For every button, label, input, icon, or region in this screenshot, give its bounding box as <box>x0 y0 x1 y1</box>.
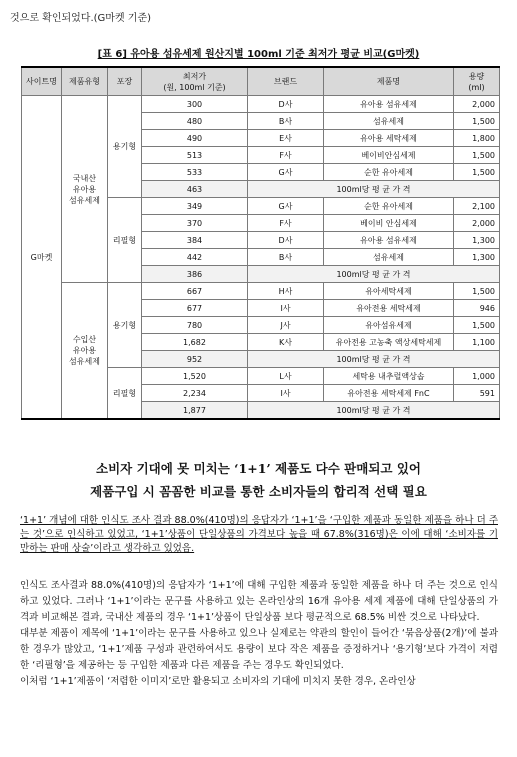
brand-cell: J사 <box>248 317 324 334</box>
price-cell: 480 <box>142 113 248 130</box>
volume-cell: 2,000 <box>454 215 500 232</box>
product-name-cell: 유아용 세탁세제 <box>324 130 454 147</box>
package-cell: 리필형 <box>108 368 142 420</box>
product-name-cell: 섬유세제 <box>324 113 454 130</box>
average-label-cell: 100ml당 평 균 가 격 <box>248 266 500 283</box>
volume-cell: 1,800 <box>454 130 500 147</box>
brand-cell: I사 <box>248 300 324 317</box>
price-cell: 1,682 <box>142 334 248 351</box>
price-cell: 490 <box>142 130 248 147</box>
brand-cell: G사 <box>248 164 324 181</box>
brand-cell: H사 <box>248 283 324 300</box>
brand-cell: F사 <box>248 147 324 164</box>
product-name-cell: 유아세탁세제 <box>324 283 454 300</box>
brand-cell: D사 <box>248 232 324 249</box>
average-price-cell: 386 <box>142 266 248 283</box>
price-cell: 349 <box>142 198 248 215</box>
package-cell: 리필형 <box>108 198 142 283</box>
table-caption <box>0 45 517 60</box>
price-cell: 1,520 <box>142 368 248 385</box>
market-cell: G마켓 <box>22 96 62 420</box>
brand-cell: E사 <box>248 130 324 147</box>
product-name-cell: 베이비안심세제 <box>324 147 454 164</box>
price-cell: 533 <box>142 164 248 181</box>
brand-cell: D사 <box>248 96 324 113</box>
section-heading-2: 제품구입 시 꼼꼼한 비교를 통한 소비자들의 합리적 선택 필요 <box>90 484 427 499</box>
price-cell: 384 <box>142 232 248 249</box>
price-cell: 370 <box>142 215 248 232</box>
brand-cell: F사 <box>248 215 324 232</box>
header-market: 사이트명 <box>22 67 62 96</box>
product-name-cell: 순한 유아세제 <box>324 164 454 181</box>
header-package: 포장 <box>108 67 142 96</box>
table-caption-text: [표 6] 유아용 섬유세제 원산지별 100ml 기준 최저가 평균 비교(G마켓) <box>97 49 420 60</box>
product-name-cell: 섬유세제 <box>324 249 454 266</box>
paragraph: 대부분 제품이 제목에 ‘1+1’이라는 문구를 사용하고 있으나 실제로는 약관의 할인이 들어간 ‘묶음상품(2개)’에 불과한 경우가 많았고, ‘1+1’제품 구성과 관련하여서도 용량이 보다 작은 제품을 증정하거나 ‘용기형’보다 가격이 저렴한 ‘리필형’을 제공하는 등 구입한 제품과 다른 제품을 주는 경우도 확인되었다. <box>20 628 498 671</box>
volume-cell: 1,000 <box>454 368 500 385</box>
table-row <box>22 283 500 300</box>
product-name-cell: 유아전용 세탁세제 FnC <box>324 385 454 402</box>
product-name-cell: 유아전용 세탁세제 <box>324 300 454 317</box>
summary-box <box>20 514 498 556</box>
volume-cell: 1,500 <box>454 317 500 334</box>
price-cell: 300 <box>142 96 248 113</box>
intro-line: 것으로 확인되었다.(G마켓 기준) <box>10 13 152 24</box>
product-name-cell: 베이비 안심세제 <box>324 215 454 232</box>
volume-cell: 2,000 <box>454 96 500 113</box>
brand-cell: B사 <box>248 113 324 130</box>
section-heading-1: 소비자 기대에 못 미치는 ‘1+1’ 제품도 다수 판매되고 있어 <box>96 461 421 476</box>
volume-cell: 1,100 <box>454 334 500 351</box>
product-name-cell: 유아섬유세제 <box>324 317 454 334</box>
average-label-cell: 100ml당 평 균 가 격 <box>248 181 500 198</box>
header-volume: 용량 (ml) <box>454 67 500 96</box>
average-price-cell: 463 <box>142 181 248 198</box>
header-product-type: 제품유형 <box>62 67 108 96</box>
imported-type-cell: 수입산 유아용 섬유세제 <box>62 283 108 420</box>
brand-cell: G사 <box>248 198 324 215</box>
price-cell: 513 <box>142 147 248 164</box>
average-price-cell: 1,877 <box>142 402 248 420</box>
product-name-cell: 유아용 섬유세제 <box>324 232 454 249</box>
price-cell: 780 <box>142 317 248 334</box>
volume-cell: 591 <box>454 385 500 402</box>
average-price-cell: 952 <box>142 351 248 368</box>
product-name-cell: 유아용 섬유세제 <box>324 96 454 113</box>
brand-cell: L사 <box>248 368 324 385</box>
body-text <box>20 578 498 690</box>
volume-cell: 1,500 <box>454 147 500 164</box>
average-label-cell: 100ml당 평 균 가 격 <box>248 351 500 368</box>
volume-cell: 1,500 <box>454 113 500 130</box>
brand-cell: K사 <box>248 334 324 351</box>
header-price: 최저가 (원, 100ml 기준) <box>142 67 248 96</box>
table-header-row <box>22 67 500 96</box>
summary-text: ‘1+1’ 개념에 대한 인식도 조사 결과 88.0%(410명)의 응답자가 ‘1+1’을 ‘구입한 제품과 동일한 제품을 하나 더 주는 것’으로 인식하고 있었고, ‘1+1’상품이 단일상품의 가격보다 높을 때 67.8%(316명)은 이에 대해 ‘소비자를 기만하는 판매 상술’이라고 생각하고 있었음. <box>20 515 498 554</box>
price-cell: 667 <box>142 283 248 300</box>
price-cell: 677 <box>142 300 248 317</box>
volume-cell: 1,500 <box>454 283 500 300</box>
average-label-cell: 100ml당 평 균 가 격 <box>248 402 500 420</box>
brand-cell: B사 <box>248 249 324 266</box>
volume-cell: 1,500 <box>454 164 500 181</box>
paragraph: 이처럼 ‘1+1’제품이 ‘저렴한 이미지’로만 활용되고 소비자의 기대에 미치지 못한 경우, 온라인상 <box>20 676 416 687</box>
product-name-cell: 세탁용 내추럴액상솝 <box>324 368 454 385</box>
paragraph: 인식도 조사결과 88.0%(410명)의 응답자가 ‘1+1’에 대해 구입한 제품과 동일한 제품을 하나 더 주는 것으로 인식하고 있었다. 그러나 ‘1+1’이라는 문구를 사용하고 있는 온라인상의 16개 유아용 세제 제품에 대해 단일상품의 가격과 비교해본 결과, 국내산 제품의 경우 ‘1+1’상품이 단일상품 보다 평균적으로 68.5% 비싼 것으로 나타났다. <box>20 580 498 623</box>
table-row <box>22 96 500 113</box>
volume-cell: 1,300 <box>454 249 500 266</box>
brand-cell: I사 <box>248 385 324 402</box>
volume-cell: 1,300 <box>454 232 500 249</box>
price-comparison-table <box>21 66 500 420</box>
price-cell: 442 <box>142 249 248 266</box>
price-cell: 2,234 <box>142 385 248 402</box>
domestic-type-cell: 국내산 유아용 섬유세제 <box>62 96 108 283</box>
package-cell: 용기형 <box>108 96 142 198</box>
product-name-cell: 유아전용 고농축 액상세탁세제 <box>324 334 454 351</box>
volume-cell: 2,100 <box>454 198 500 215</box>
volume-cell: 946 <box>454 300 500 317</box>
header-product-name: 제품명 <box>324 67 454 96</box>
header-brand: 브랜드 <box>248 67 324 96</box>
package-cell: 용기형 <box>108 283 142 368</box>
product-name-cell: 순한 유아세제 <box>324 198 454 215</box>
